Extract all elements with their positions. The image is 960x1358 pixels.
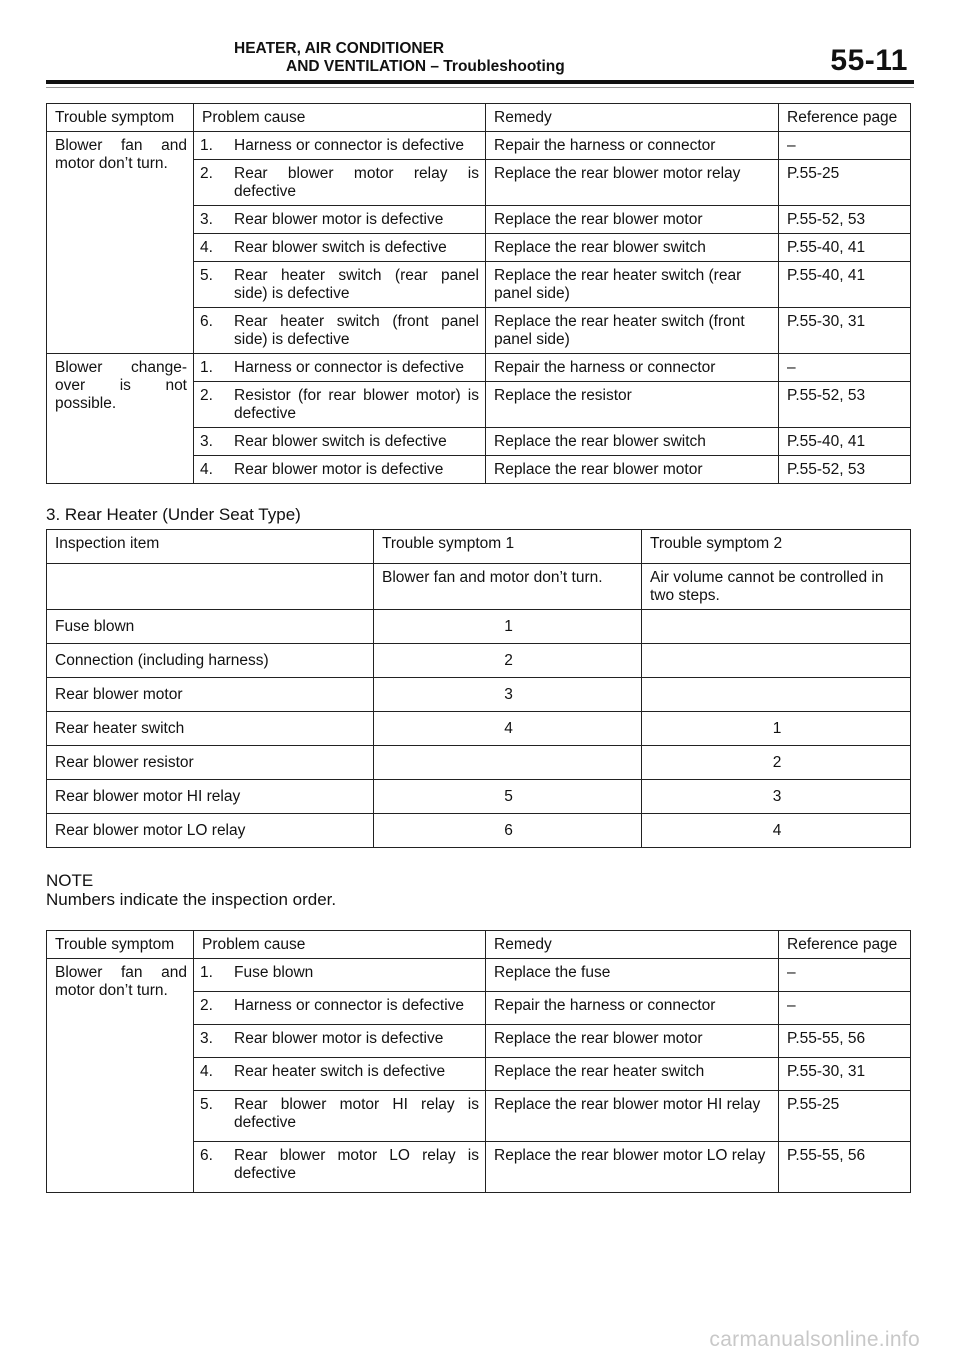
- row-number: 5.: [200, 1096, 213, 1113]
- row-number: 3.: [200, 211, 213, 228]
- table-row: [47, 132, 911, 160]
- remedy-cell: Replace the rear blower switch: [486, 428, 779, 456]
- table-header-row: [47, 530, 911, 564]
- symptom-text: Blower change-over is not possible.: [55, 359, 187, 412]
- table-row: [47, 610, 911, 644]
- table-row: [47, 746, 911, 780]
- header-cell: Remedy: [486, 931, 779, 959]
- remedy-cell: Repair the harness or connector: [486, 354, 779, 382]
- cause-cell: [194, 308, 486, 354]
- table-row: [47, 780, 911, 814]
- row-number: 6.: [200, 1147, 213, 1164]
- remedy-cell: Replace the rear heater switch (front panel side): [486, 308, 779, 354]
- row-number: 4.: [200, 1063, 213, 1080]
- cause-cell: [194, 456, 486, 484]
- cause-text: Rear blower motor is defective: [234, 1030, 444, 1047]
- symptom2-order-cell: [642, 644, 911, 678]
- cause-cell: [194, 262, 486, 308]
- row-number: 3.: [200, 433, 213, 450]
- symptom2-order-cell: [642, 678, 911, 712]
- reference-cell: P.55-40, 41: [779, 262, 911, 308]
- cause-cell: [194, 354, 486, 382]
- trouble-symptom-cell: [47, 959, 194, 1193]
- row-number: 3.: [200, 1030, 213, 1047]
- header-title-line2: AND VENTILATION – Troubleshooting: [286, 58, 565, 75]
- cause-text: Rear blower motor is defective: [234, 211, 444, 228]
- header-cell: Trouble symptom 1: [374, 530, 642, 564]
- header-rule-thin: [46, 87, 914, 88]
- symptom-text: Blower fan and motor don’t turn.: [55, 964, 187, 999]
- inspection-item-cell: Rear blower motor HI relay: [47, 780, 374, 814]
- symptom2-order-cell: 3: [642, 780, 911, 814]
- remedy-cell: Repair the harness or connector: [486, 992, 779, 1025]
- reference-cell: P.55-40, 41: [779, 428, 911, 456]
- cause-cell: [194, 1142, 486, 1193]
- row-number: 1.: [200, 137, 213, 154]
- cause-text: Rear blower motor is defective: [234, 461, 444, 478]
- cause-text: Rear blower motor HI relay is defective: [234, 1096, 479, 1131]
- table-row: [47, 814, 911, 848]
- cause-cell: [194, 428, 486, 456]
- reference-cell: P.55-55, 56: [779, 1142, 911, 1193]
- row-number: 6.: [200, 313, 213, 330]
- cause-text: Rear blower switch is defective: [234, 239, 447, 256]
- reference-cell: P.55-30, 31: [779, 1058, 911, 1091]
- table-row: [47, 712, 911, 746]
- cause-cell: [194, 382, 486, 428]
- reference-cell: P.55-52, 53: [779, 456, 911, 484]
- cause-cell: [194, 132, 486, 160]
- table-row: [47, 678, 911, 712]
- symptom2-order-cell: 4: [642, 814, 911, 848]
- table-row: [47, 959, 911, 992]
- page-number: 55-11: [830, 44, 908, 77]
- inspection-item-cell: Fuse blown: [47, 610, 374, 644]
- cause-cell: [194, 160, 486, 206]
- row-number: 4.: [200, 239, 213, 256]
- symptom2-order-cell: [642, 610, 911, 644]
- cause-text: Rear blower switch is defective: [234, 433, 447, 450]
- cause-cell: [194, 1058, 486, 1091]
- cause-text: Resistor (for rear blower motor) is defective: [234, 387, 479, 422]
- trouble-symptom-cell: [47, 354, 194, 484]
- symptom1-order-cell: [374, 746, 642, 780]
- trouble-table-rear-blower: [46, 103, 911, 484]
- header-rule: [46, 80, 914, 84]
- symptom-text: Blower fan and motor don’t turn.: [55, 137, 187, 172]
- header-cell: Inspection item: [47, 530, 374, 564]
- table-header-row: [47, 931, 911, 959]
- remedy-cell: Replace the rear blower motor LO relay: [486, 1142, 779, 1193]
- symptom1-order-cell: 6: [374, 814, 642, 848]
- symptom1-description: Blower fan and motor don’t turn.: [374, 564, 642, 610]
- symptom1-order-cell: 3: [374, 678, 642, 712]
- cause-cell: [194, 959, 486, 992]
- reference-cell: P.55-52, 53: [779, 206, 911, 234]
- trouble-table-under-seat: [46, 930, 911, 1193]
- table-row: [47, 354, 911, 382]
- remedy-cell: Replace the rear heater switch: [486, 1058, 779, 1091]
- cause-text: Rear heater switch (rear panel side) is defective: [234, 267, 479, 302]
- header-cell: Problem cause: [194, 104, 486, 132]
- inspection-item-cell: Connection (including harness): [47, 644, 374, 678]
- remedy-cell: Replace the rear blower motor: [486, 456, 779, 484]
- reference-cell: –: [779, 992, 911, 1025]
- remedy-cell: Replace the rear heater switch (rear panel side): [486, 262, 779, 308]
- header-title-line1: HEATER, AIR CONDITIONER: [234, 40, 445, 57]
- header-cell: Trouble symptom: [47, 104, 194, 132]
- row-number: 2.: [200, 165, 213, 182]
- header-cell: Trouble symptom 2: [642, 530, 911, 564]
- cause-text: Rear blower motor LO relay is defective: [234, 1147, 479, 1182]
- reference-cell: P.55-25: [779, 1091, 911, 1142]
- reference-cell: –: [779, 132, 911, 160]
- reference-cell: P.55-30, 31: [779, 308, 911, 354]
- inspection-order-table: [46, 529, 911, 848]
- symptom2-order-cell: 1: [642, 712, 911, 746]
- header-cell: Reference page: [779, 931, 911, 959]
- note-label: NOTE: [46, 871, 94, 890]
- reference-cell: –: [779, 959, 911, 992]
- cause-text: Harness or connector is defective: [234, 359, 465, 376]
- remedy-cell: Replace the rear blower switch: [486, 234, 779, 262]
- symptom1-order-cell: 4: [374, 712, 642, 746]
- remedy-cell: Repair the harness or connector: [486, 132, 779, 160]
- row-number: 4.: [200, 461, 213, 478]
- symptom2-description: Air volume cannot be controlled in two steps.: [642, 564, 911, 610]
- section-title: 3. Rear Heater (Under Seat Type): [46, 505, 301, 524]
- row-number: 1.: [200, 964, 213, 981]
- cause-cell: [194, 234, 486, 262]
- inspection-item-cell: Rear blower resistor: [47, 746, 374, 780]
- table-header-row: [47, 564, 911, 610]
- remedy-cell: Replace the rear blower motor HI relay: [486, 1091, 779, 1142]
- symptom1-order-cell: 5: [374, 780, 642, 814]
- inspection-item-cell: Rear blower motor LO relay: [47, 814, 374, 848]
- table-header-row: [47, 104, 911, 132]
- symptom1-order-cell: 1: [374, 610, 642, 644]
- reference-cell: P.55-52, 53: [779, 382, 911, 428]
- cause-text: Fuse blown: [234, 964, 314, 981]
- cause-text: Rear blower motor relay is defective: [234, 165, 479, 200]
- trouble-symptom-cell: [47, 132, 194, 354]
- cause-cell: [194, 206, 486, 234]
- header-cell: Problem cause: [194, 931, 486, 959]
- remedy-cell: Replace the rear blower motor: [486, 1025, 779, 1058]
- cause-text: Harness or connector is defective: [234, 997, 465, 1014]
- cause-text: Rear heater switch (front panel side) is defective: [234, 313, 479, 348]
- cause-text: Harness or connector is defective: [234, 137, 465, 154]
- header-cell: Reference page: [779, 104, 911, 132]
- reference-cell: P.55-55, 56: [779, 1025, 911, 1058]
- row-number: 5.: [200, 267, 213, 284]
- inspection-item-cell: Rear blower motor: [47, 678, 374, 712]
- cause-cell: [194, 1025, 486, 1058]
- header-cell-empty: [47, 564, 374, 610]
- symptom2-order-cell: 2: [642, 746, 911, 780]
- header-cell: Remedy: [486, 104, 779, 132]
- header-cell: Trouble symptom: [47, 931, 194, 959]
- row-number: 2.: [200, 387, 213, 404]
- reference-cell: –: [779, 354, 911, 382]
- watermark: carmanualsonline.info: [709, 1328, 920, 1351]
- note-block: [46, 871, 336, 909]
- remedy-cell: Replace the fuse: [486, 959, 779, 992]
- remedy-cell: Replace the rear blower motor: [486, 206, 779, 234]
- cause-cell: [194, 992, 486, 1025]
- reference-cell: P.55-25: [779, 160, 911, 206]
- remedy-cell: Replace the resistor: [486, 382, 779, 428]
- reference-cell: P.55-40, 41: [779, 234, 911, 262]
- symptom1-order-cell: 2: [374, 644, 642, 678]
- row-number: 1.: [200, 359, 213, 376]
- table-row: [47, 644, 911, 678]
- note-text: Numbers indicate the inspection order.: [46, 890, 337, 909]
- cause-text: Rear heater switch is defective: [234, 1063, 446, 1080]
- row-number: 2.: [200, 997, 213, 1014]
- cause-cell: [194, 1091, 486, 1142]
- inspection-item-cell: Rear heater switch: [47, 712, 374, 746]
- remedy-cell: Replace the rear blower motor relay: [486, 160, 779, 206]
